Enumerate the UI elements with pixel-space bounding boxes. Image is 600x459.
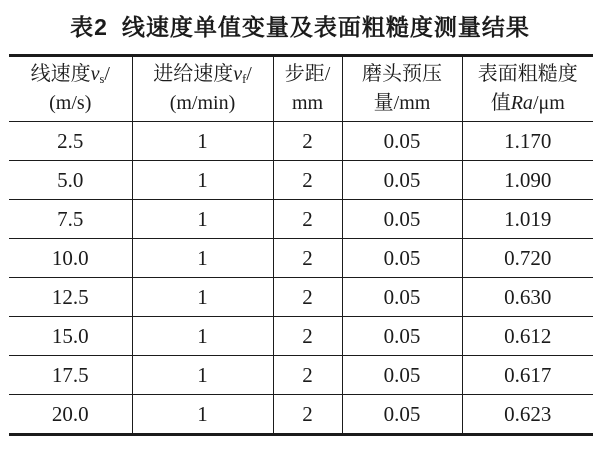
measurement-results-table	[9, 54, 593, 436]
table-cell: 15.0	[9, 317, 132, 356]
table-cell: 0.05	[342, 356, 462, 395]
column-header-step-distance	[273, 56, 342, 122]
table-cell: 7.5	[9, 200, 132, 239]
table-cell: 2	[273, 200, 342, 239]
header-line2: mm	[291, 92, 324, 114]
table-cell: 0.720	[462, 239, 593, 278]
table-cell: 2	[273, 161, 342, 200]
table-row	[9, 356, 593, 395]
table-number-label: 表2	[70, 14, 108, 40]
header-line2	[463, 89, 594, 118]
table-cell: 2	[273, 395, 342, 435]
header-text: /	[246, 63, 252, 85]
variable-symbol: Ra	[510, 92, 533, 114]
table-cell: 0.612	[462, 317, 593, 356]
header-line1: 磨头预压	[362, 63, 442, 85]
table-cell: 5.0	[9, 161, 132, 200]
table-cell: 1	[132, 122, 273, 161]
table-cell: 0.05	[342, 395, 462, 435]
table-cell: 12.5	[9, 278, 132, 317]
variable-subscript: f	[242, 72, 247, 87]
variable-symbol: v	[233, 63, 243, 85]
header-text: 线速度	[30, 63, 91, 85]
table-cell: 2.5	[9, 122, 132, 161]
table-row	[9, 239, 593, 278]
table-row	[9, 317, 593, 356]
table-cell: 2	[273, 317, 342, 356]
variable-symbol: v	[90, 63, 100, 85]
table-cell: 1	[132, 161, 273, 200]
table-body	[9, 122, 593, 435]
header-row	[9, 56, 593, 122]
column-header-roughness	[462, 56, 593, 122]
table-cell: 2	[273, 278, 342, 317]
header-text: /μm	[532, 92, 565, 114]
table-cell: 2	[273, 239, 342, 278]
table-cell: 0.05	[342, 317, 462, 356]
table-cell: 10.0	[9, 239, 132, 278]
variable-subscript: s	[99, 72, 105, 87]
table-cell: 0.05	[342, 122, 462, 161]
table-cell: 1	[132, 395, 273, 435]
table-cell: 0.630	[462, 278, 593, 317]
table-cell: 2	[273, 356, 342, 395]
header-text: 值	[490, 92, 511, 114]
table-row	[9, 161, 593, 200]
header-text: /	[104, 63, 110, 85]
table-caption: 线速度单值变量及表面粗糙度测量结果	[121, 14, 530, 40]
table-cell: 2	[273, 122, 342, 161]
table-cell: 0.05	[342, 278, 462, 317]
table-cell: 1.170	[462, 122, 593, 161]
table-row	[9, 395, 593, 435]
table-cell: 20.0	[9, 395, 132, 435]
header-line1: 表面粗糙度	[477, 63, 578, 85]
table-cell: 0.05	[342, 161, 462, 200]
table-cell: 1	[132, 278, 273, 317]
table-cell: 1.019	[462, 200, 593, 239]
header-line2: (m/s)	[49, 92, 92, 114]
header-line1	[9, 60, 132, 89]
table-cell: 1	[132, 239, 273, 278]
table-row	[9, 278, 593, 317]
header-text: 进给速度	[153, 63, 234, 85]
table-cell: 1	[132, 356, 273, 395]
table-cell: 17.5	[9, 356, 132, 395]
table-header	[9, 56, 593, 122]
table-cell: 1	[132, 200, 273, 239]
table-cell: 0.05	[342, 239, 462, 278]
header-line1: 步距/	[284, 63, 331, 85]
table-row	[9, 200, 593, 239]
table-cell: 0.617	[462, 356, 593, 395]
table-cell: 1	[132, 317, 273, 356]
table-cell: 1.090	[462, 161, 593, 200]
table-cell: 0.05	[342, 200, 462, 239]
header-line1	[133, 60, 273, 89]
header-line2: 量/mm	[373, 92, 431, 114]
header-line2: (m/min)	[169, 92, 236, 114]
table-title	[0, 9, 600, 42]
column-header-line-speed	[9, 56, 132, 122]
table-cell: 0.623	[462, 395, 593, 435]
column-header-preload	[342, 56, 462, 122]
table-row	[9, 122, 593, 161]
column-header-feed-speed	[132, 56, 273, 122]
